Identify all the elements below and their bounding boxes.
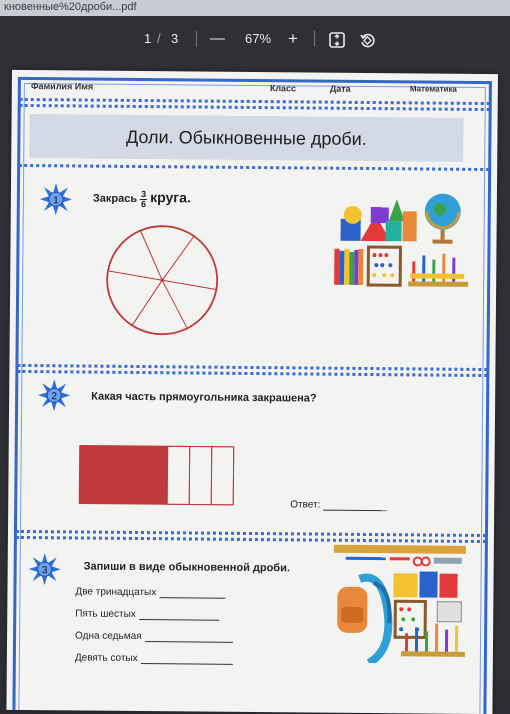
fraction-item-label: Девять сотых (74, 652, 138, 664)
pdf-viewer (0, 16, 510, 680)
task2-question: Какая часть прямоугольника закрашена? (91, 390, 317, 405)
rotate-icon[interactable] (359, 32, 376, 50)
zoom-out-button[interactable]: — (210, 30, 225, 47)
task1-question (93, 189, 191, 209)
books-icon (334, 249, 363, 285)
fit-page-icon[interactable] (329, 32, 345, 50)
class-label: Класс (269, 83, 297, 94)
zoom-in-button[interactable]: + (288, 29, 298, 48)
page-total: 3 (171, 31, 179, 46)
date-label: Дата (329, 83, 351, 94)
task1-text-before: Закрась (92, 192, 138, 205)
zoom-level[interactable]: 67% (245, 31, 272, 46)
fraction-item (75, 586, 225, 598)
tab-title: кновенные%20дроби...pdf (4, 1, 137, 13)
pdf-toolbar (0, 16, 510, 62)
circle-divided-6[interactable] (104, 223, 221, 338)
task2-answer (290, 499, 387, 511)
toolbar-divider (196, 31, 197, 47)
task-number-star-icon (37, 378, 71, 412)
fraction-item (75, 652, 233, 664)
browser-tab-strip[interactable] (0, 0, 510, 16)
task1-number: 1 (53, 195, 59, 207)
worksheet-page (6, 70, 498, 714)
school-supplies-illustration (330, 185, 471, 290)
fraction-item-label: Одна седьмая (75, 630, 142, 643)
fraction-item (75, 630, 233, 642)
empty-part (189, 446, 212, 504)
task1-text-after: круга. (150, 189, 191, 206)
task2-number: 2 (51, 391, 57, 403)
shaded-part (79, 445, 168, 504)
task-number-star-icon (39, 182, 73, 216)
task-number-star-icon (28, 552, 62, 586)
empty-part (211, 447, 234, 505)
divided-rectangle[interactable] (78, 444, 235, 505)
page-title-box (29, 114, 463, 162)
fraction-numerator: 3 (141, 188, 147, 199)
subject-label: Математика (409, 84, 457, 94)
page-number-input[interactable]: 1 (144, 31, 152, 46)
fraction-item (75, 608, 219, 620)
school-supplies-illustration-2 (329, 543, 470, 664)
task3-number: 3 (41, 565, 48, 577)
page-separator: / (157, 31, 161, 46)
fraction-item-label: Две тринадцатых (75, 586, 157, 599)
fraction-denominator: 6 (141, 198, 147, 209)
toolbar-divider (314, 31, 315, 47)
backpack-icon (337, 577, 390, 663)
empty-part (167, 446, 190, 504)
name-label: Фамилия Имя (30, 81, 94, 92)
page-title: Доли. Обыкновенные дроби. (125, 126, 367, 149)
fraction-item-label: Пять шестых (75, 608, 136, 620)
task1-fraction (140, 190, 147, 209)
answer-label: Ответ: (290, 499, 321, 511)
task3-question: Запиши в виде обыкновенной дроби. (83, 560, 291, 575)
